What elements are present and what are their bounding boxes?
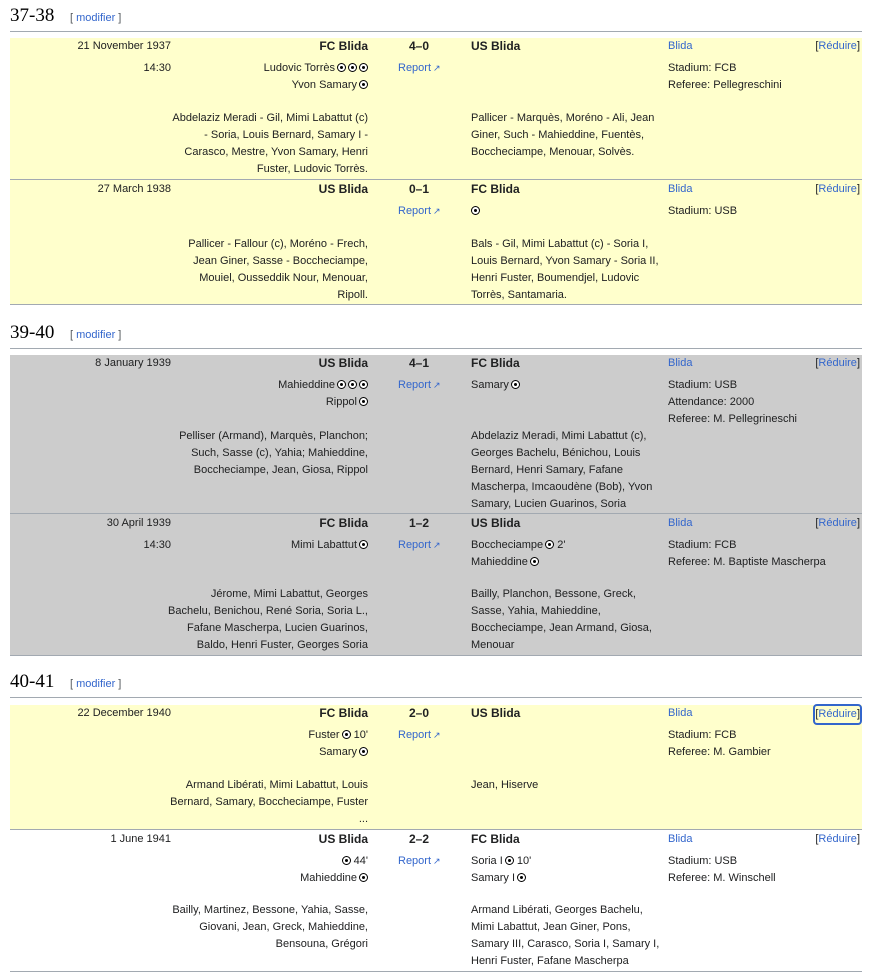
report-link[interactable]: Report ↗ — [398, 205, 441, 217]
collapse-toggle[interactable]: [Réduire] — [815, 357, 860, 369]
goal-ball-icon — [359, 80, 368, 89]
external-link-icon: ↗ — [433, 63, 441, 73]
home-lineup: Pallicer - Fallour (c), Moréno - Frech, Jean Giner, Sasse - Boccheciampe, Mouiel, Ousseddik Nour, Menouar, Ripoll. — [188, 238, 368, 301]
match-score: 1–2 — [408, 516, 430, 530]
section-title: 39-40 — [10, 322, 55, 343]
external-link-icon: ↗ — [433, 540, 441, 550]
away-lineup: Jean, Hiserve — [471, 779, 539, 791]
home-team-link[interactable]: US Blida — [318, 832, 368, 846]
goal-ball-icon — [471, 206, 480, 215]
external-link-icon: ↗ — [433, 856, 441, 866]
goal-ball-icon — [342, 856, 351, 865]
away-scorers: Boccheciampe 2' Mahieddine — [471, 539, 566, 568]
match-score: 2–0 — [408, 706, 430, 720]
away-lineup: Bailly, Planchon, Bessone, Greck, Sasse, Yahia, Mahieddine, Boccheciampe, Jean Armand, Giosa, Menouar — [471, 588, 652, 651]
report-link[interactable]: Report ↗ — [398, 379, 441, 391]
goal-ball-icon — [359, 380, 368, 389]
match-time: 14:30 — [143, 62, 171, 74]
location-link[interactable]: Blida — [668, 833, 693, 845]
away-scorers: Samary — [471, 377, 671, 394]
goal-ball-icon — [511, 380, 520, 389]
goal-ball-icon — [530, 557, 539, 566]
match-box — [10, 38, 862, 180]
goal-ball-icon — [337, 380, 346, 389]
collapse-toggle[interactable]: [Réduire] — [815, 40, 860, 52]
goal-ball-icon — [359, 873, 368, 882]
report-link[interactable]: Report ↗ — [398, 855, 441, 867]
external-link-icon: ↗ — [433, 206, 441, 216]
goal-ball-icon — [337, 63, 346, 72]
match-score: 2–2 — [408, 832, 430, 846]
report-link[interactable]: Report ↗ — [398, 539, 441, 551]
home-scorers: 44' Mahieddine — [300, 855, 368, 884]
match-date: 22 December 1940 — [77, 707, 171, 719]
match-info: Stadium: FCB Referee: Pellegreschini — [668, 62, 782, 91]
report-link[interactable]: Report ↗ — [398, 62, 441, 74]
away-lineup: Armand Libérati, Georges Bachelu, Mimi Labattut, Jean Giner, Pons, Samary III, Carasco, Soria I, Samary I, Henri Fuster, Fafane Mascherpa — [471, 904, 660, 967]
goal-ball-icon — [505, 856, 514, 865]
goal-ball-icon — [545, 540, 554, 549]
match-date: 1 June 1941 — [110, 833, 171, 845]
match-box — [10, 705, 862, 830]
away-scorers — [471, 203, 671, 220]
location-link[interactable]: Blida — [668, 183, 693, 195]
goal-ball-icon — [359, 397, 368, 406]
collapse-toggle[interactable]: [Réduire] — [815, 706, 860, 723]
section-heading-37-38 — [10, 5, 862, 32]
section-heading-39-40 — [10, 322, 862, 349]
home-lineup: Bailly, Martinez, Bessone, Yahia, Sasse, Giovani, Jean, Greck, Mahieddine, Bensouna, Grégori — [172, 904, 368, 950]
match-date: 21 November 1937 — [77, 40, 171, 52]
section-heading-40-41 — [10, 671, 862, 698]
away-lineup: Pallicer - Marquès, Moréno - Ali, Jean Giner, Such - Mahieddine, Fuentès, Boccheciampe, Menouar, Solvès. — [471, 112, 655, 158]
home-lineup: Abdelaziz Meradi - Gil, Mimi Labattut (c) - Soria, Louis Bernard, Samary I - Carasco, Mestre, Yvon Samary, Henri Fuster, Ludovic Torrès. — [172, 112, 368, 175]
match-info: Stadium: USB Referee: M. Winschell — [668, 855, 776, 884]
match-info: Stadium: FCB Referee: M. Gambier — [668, 729, 771, 758]
report-link[interactable]: Report ↗ — [398, 729, 441, 741]
external-link-icon: ↗ — [433, 380, 441, 390]
match-box — [10, 514, 862, 656]
section-title: 37-38 — [10, 5, 55, 26]
edit-section-link[interactable]: [ modifier ] — [70, 678, 122, 690]
edit-section-link[interactable]: [ modifier ] — [70, 329, 122, 341]
goal-ball-icon — [359, 63, 368, 72]
home-team-link[interactable]: US Blida — [318, 356, 368, 370]
match-info: Stadium: USB Attendance: 2000 Referee: M. Pellegrineschi — [668, 379, 798, 425]
match-date: 27 March 1938 — [97, 183, 171, 195]
away-scorers: Soria I 10' Samary I — [471, 855, 532, 884]
location-link[interactable]: Blida — [668, 517, 693, 529]
goal-ball-icon — [342, 730, 351, 739]
home-lineup: Armand Libérati, Mimi Labattut, Louis Bernard, Samary, Boccheciampe, Fuster ... — [170, 779, 368, 825]
home-scorers: Ludovic Torrès Yvon Samary — [168, 60, 368, 94]
match-score: 0–1 — [408, 182, 430, 196]
away-lineup: Abdelaziz Meradi, Mimi Labattut (c), Georges Bachelu, Bénichou, Louis Bernard, Henri Samary, Fafane Mascherpa, Imcaoudène (Bob), Yvon Samary, Lucien Guarinos, Soria — [471, 430, 653, 510]
home-scorers: Fuster 10' Samary — [308, 729, 368, 758]
section-title: 40-41 — [10, 671, 55, 692]
home-team-link[interactable]: FC Blida — [319, 516, 368, 530]
location-link[interactable]: Blida — [668, 40, 693, 52]
match-date: 8 January 1939 — [95, 357, 171, 369]
away-lineup: Bals - Gil, Mimi Labattut (c) - Soria I, Louis Bernard, Yvon Samary - Soria II, Henri Fuster, Boumendjel, Ludovic Torrès, Santamaria. — [471, 238, 659, 301]
home-team-link[interactable]: FC Blida — [319, 706, 368, 720]
match-info: Stadium: USB — [668, 205, 738, 217]
goal-ball-icon — [359, 747, 368, 756]
match-box — [10, 830, 862, 972]
match-box — [10, 180, 862, 305]
location-link[interactable]: Blida — [668, 707, 693, 719]
collapse-toggle[interactable]: [Réduire] — [815, 833, 860, 845]
external-link-icon: ↗ — [433, 730, 441, 740]
home-lineup: Pelliser (Armand), Marquès, Planchon; Such, Sasse (c), Yahia; Mahieddine, Boccheciampe, Jean, Giosa, Rippol — [179, 430, 368, 476]
goal-ball-icon — [348, 380, 357, 389]
away-team-link[interactable]: US Blida — [471, 706, 521, 720]
goal-ball-icon — [517, 873, 526, 882]
home-lineup: Jérome, Mimi Labattut, Georges Bachelu, Benichou, René Soria, Soria L., Fafane Mascherpa, Lucien Guarinos, Baldo, Henri Fuster, Georges Soria — [168, 588, 368, 651]
match-score: 4–0 — [408, 39, 430, 53]
collapse-toggle[interactable]: [Réduire] — [815, 517, 860, 529]
collapse-toggle[interactable]: [Réduire] — [815, 183, 860, 195]
away-team-link[interactable]: FC Blida — [471, 182, 520, 196]
home-team-link[interactable]: FC Blida — [319, 39, 368, 53]
match-info: Stadium: FCB Referee: M. Baptiste Mascherpa — [668, 539, 826, 568]
match-date: 30 April 1939 — [106, 517, 171, 529]
match-score: 4–1 — [408, 356, 430, 370]
away-team-link[interactable]: FC Blida — [471, 832, 520, 846]
away-team-link[interactable]: FC Blida — [471, 356, 520, 370]
location-link[interactable]: Blida — [668, 357, 693, 369]
away-team-link[interactable]: US Blida — [471, 39, 521, 53]
home-scorers: Mahieddine Rippol — [168, 377, 368, 411]
match-time: 14:30 — [143, 539, 171, 551]
match-box — [10, 355, 862, 514]
goal-ball-icon — [348, 63, 357, 72]
home-scorers: Mimi Labattut — [168, 537, 368, 554]
away-team-link[interactable]: US Blida — [471, 516, 521, 530]
edit-section-link[interactable]: [ modifier ] — [70, 12, 122, 24]
goal-ball-icon — [359, 540, 368, 549]
home-team-link[interactable]: US Blida — [318, 182, 368, 196]
